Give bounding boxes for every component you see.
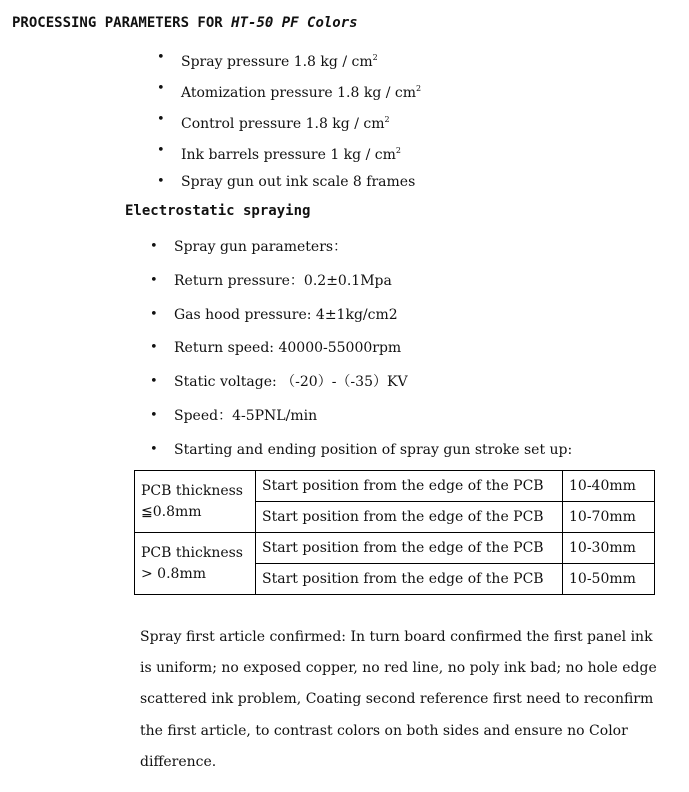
list-item: • Static voltage: （-20）-（-35）KV <box>174 371 572 405</box>
bullet-icon: • <box>157 143 165 158</box>
bullet-icon: • <box>150 239 158 254</box>
list-item: • Return pressure：0.2±0.1Mpa <box>174 270 572 304</box>
list-item: • Starting and ending position of spray gun stroke set up: <box>174 439 572 473</box>
heading-model: HT-50 PF Colors <box>231 15 358 31</box>
bullet-icon: • <box>150 340 158 356</box>
table-cell: Start position from the edge of the PCB <box>256 533 563 564</box>
table-cell-value: 10-70mm <box>563 502 655 533</box>
list-item: • Spray pressure 1.8 kg / $cm^2$ <box>181 47 421 78</box>
table-cell: Start position from the edge of the PCB <box>256 471 563 502</box>
first-article-paragraph: Spray first article confirmed: In turn board confirmed the first panel ink is uniform; no exposed copper, no red line, no poly ink bad; no hole edge scattered ink problem, Coating second reference first need to reconfirm the first article, to contrast colors on both sides and ensure no Color difference. <box>140 629 657 770</box>
bullet-icon: • <box>157 50 165 65</box>
table-cell-value: 10-40mm <box>563 471 655 502</box>
table-cell: Start position from the edge of the PCB <box>256 502 563 533</box>
group-label: PCB thickness > 0.8mm <box>135 533 256 595</box>
list-item: • Spray gun out ink scale 8 frames <box>181 171 421 202</box>
list-item: • Ink barrels pressure 1 kg / $cm^2$ <box>181 140 421 171</box>
stroke-position-table <box>134 470 655 595</box>
table-row <box>135 533 655 564</box>
page-heading <box>12 15 358 31</box>
bullet-icon: • <box>150 441 158 457</box>
bullet-icon: • <box>157 81 165 96</box>
table-row <box>135 471 655 502</box>
table-cell: Start position from the edge of the PCB <box>256 564 563 595</box>
list-item: • Speed：4-5PNL/min <box>174 405 572 439</box>
bullet-icon: • <box>150 272 158 288</box>
bullet-icon: • <box>157 174 165 189</box>
list-item: • Gas hood pressure: 4±1kg/cm2 <box>174 304 572 338</box>
list-item: • Atomization pressure 1.8 kg / $cm^2$ <box>181 78 421 109</box>
bullet-icon: • <box>150 306 158 322</box>
list-item: • Return speed: 40000-55000rpm <box>174 337 572 371</box>
list-item: • Spray gun parameters： <box>174 236 572 270</box>
heading-prefix: PROCESSING PARAMETERS FOR <box>12 15 223 31</box>
list-item: • Control pressure 1.8 kg / $cm^2$ <box>181 109 421 140</box>
bullet-icon: • <box>157 112 165 127</box>
bullet-icon: • <box>150 374 158 390</box>
bullet-icon: • <box>150 407 158 423</box>
section-title: Electrostatic spraying <box>125 203 311 219</box>
spray-parameter-list <box>157 47 422 202</box>
table-cell-value: 10-50mm <box>563 564 655 595</box>
group-label: PCB thickness ≦0.8mm <box>135 471 256 533</box>
table-cell-value: 10-30mm <box>563 533 655 564</box>
electrostatic-parameter-list <box>150 236 573 473</box>
